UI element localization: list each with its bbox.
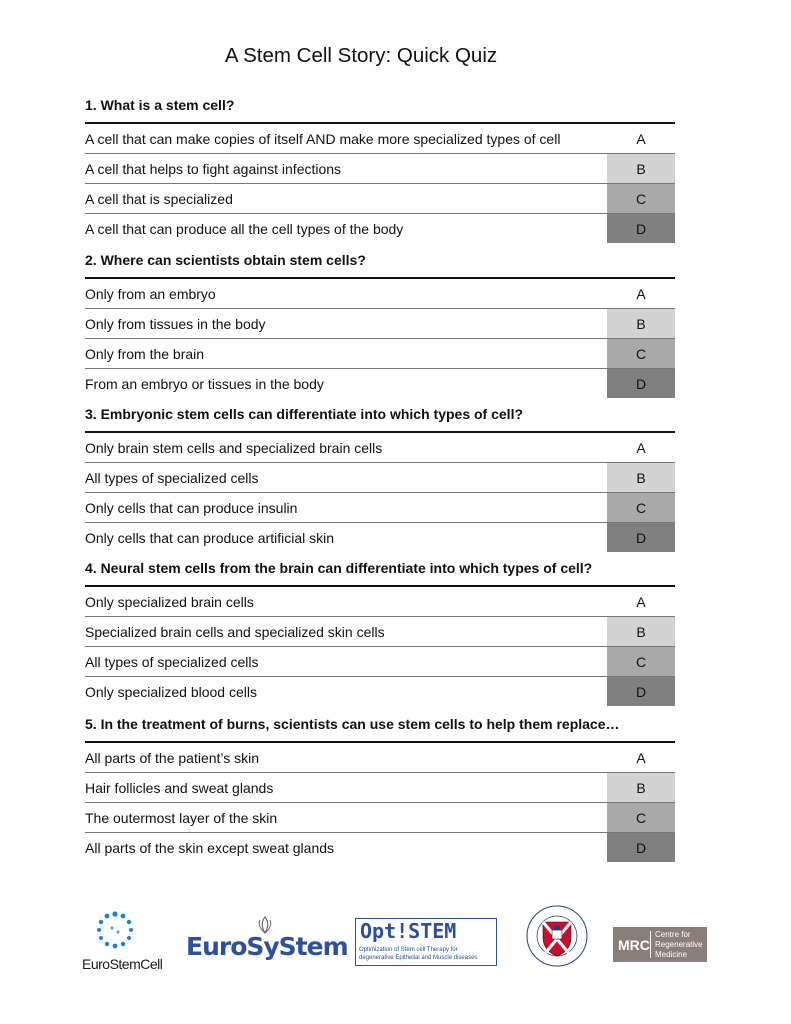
option-letter[interactable]: B — [607, 309, 675, 338]
option-text: Only from an embryo — [85, 285, 216, 302]
option-letter[interactable]: B — [607, 617, 675, 646]
optistem-tagline-2: degenerative Epithelial and Muscle diseases — [359, 955, 478, 961]
optistem-logo — [355, 918, 497, 966]
option-letter[interactable]: A — [607, 433, 675, 462]
mrc-crm-line-1: Centre for — [655, 930, 691, 939]
option-letter[interactable]: A — [607, 743, 675, 772]
answer-option-d[interactable] — [85, 214, 675, 243]
answer-option-b[interactable] — [85, 617, 675, 647]
edinburgh-crest-logo — [525, 902, 589, 972]
answer-option-a[interactable] — [85, 124, 675, 154]
question-heading: 1. What is a stem cell? — [85, 98, 675, 124]
answer-option-b[interactable] — [85, 773, 675, 803]
option-text: A cell that is specialized — [85, 190, 233, 207]
option-letter[interactable]: B — [607, 773, 675, 802]
mrc-crm-line-2: Regenerative — [655, 940, 703, 949]
option-text: Only brain stem cells and specialized brain cells — [85, 439, 383, 456]
option-text: Only cells that can produce insulin — [85, 499, 298, 516]
option-text: Only cells that can produce artificial skin — [85, 529, 334, 546]
question-4 — [85, 561, 675, 706]
answer-option-c[interactable] — [85, 184, 675, 214]
mrc-crm-line-3: Medicine — [655, 950, 688, 959]
option-text: A cell that can make copies of itself AND make more specialized types of cell — [85, 130, 561, 147]
answer-option-d[interactable] — [85, 833, 675, 862]
answer-option-b[interactable] — [85, 154, 675, 184]
eurostemcell-logo — [82, 910, 172, 980]
option-letter[interactable]: C — [607, 803, 675, 832]
answer-option-c[interactable] — [85, 647, 675, 677]
option-text: A cell that helps to fight against infections — [85, 160, 342, 177]
question-heading: 5. In the treatment of burns, scientists can use stem cells to help them replace… — [85, 717, 675, 743]
option-letter[interactable]: D — [607, 369, 675, 398]
mrc-divider — [650, 931, 651, 958]
optistem-wordmark: Opt!STEM — [360, 919, 457, 943]
answer-option-d[interactable] — [85, 369, 675, 398]
edinburgh-arc-text — [525, 802, 526, 803]
option-letter[interactable]: A — [607, 124, 675, 153]
eurostemcell-wordmark: EuroStemCell — [82, 956, 163, 972]
edinburgh-crest-icon — [525, 902, 589, 972]
option-letter[interactable]: B — [607, 154, 675, 183]
option-text: All types of specialized cells — [85, 653, 259, 670]
answer-option-b[interactable] — [85, 463, 675, 493]
option-text: The outermost layer of the skin — [85, 809, 278, 826]
option-text: All types of specialized cells — [85, 469, 259, 486]
question-5 — [85, 717, 675, 862]
question-3 — [85, 407, 675, 552]
page-title: A Stem Cell Story: Quick Quiz — [224, 44, 498, 67]
eurostemcell-dots-icon — [90, 910, 140, 950]
option-letter[interactable]: C — [607, 339, 675, 368]
option-text: A cell that can produce all the cell types of the body — [85, 220, 404, 237]
option-text: Specialized brain cells and specialized skin cells — [85, 623, 385, 640]
option-text: Hair follicles and sweat glands — [85, 779, 274, 796]
option-letter[interactable]: D — [607, 677, 675, 706]
answer-option-c[interactable] — [85, 339, 675, 369]
answer-option-d[interactable] — [85, 523, 675, 552]
question-2 — [85, 253, 675, 398]
answer-option-a[interactable] — [85, 743, 675, 773]
option-text: From an embryo or tissues in the body — [85, 375, 324, 392]
option-letter[interactable]: A — [607, 587, 675, 616]
option-text: Only specialized brain cells — [85, 593, 254, 610]
option-text: Only from the brain — [85, 345, 205, 362]
answer-option-c[interactable] — [85, 493, 675, 523]
question-heading: 3. Embryonic stem cells can differentiate into which types of cell? — [85, 407, 675, 433]
option-letter[interactable]: D — [607, 214, 675, 243]
question-heading: 2. Where can scientists obtain stem cells? — [85, 253, 675, 279]
answer-option-c[interactable] — [85, 803, 675, 833]
mrc-crm-logo — [613, 927, 707, 962]
answer-option-a[interactable] — [85, 587, 675, 617]
option-text: Only specialized blood cells — [85, 683, 257, 700]
answer-option-a[interactable] — [85, 433, 675, 463]
question-heading: 4. Neural stem cells from the brain can differentiate into which types of cell? — [85, 561, 675, 587]
option-letter[interactable]: C — [607, 647, 675, 676]
option-letter[interactable]: D — [607, 523, 675, 552]
option-letter[interactable]: B — [607, 463, 675, 492]
option-letter[interactable]: C — [607, 493, 675, 522]
option-text: All parts of the patient’s skin — [85, 749, 260, 766]
optistem-tagline-1: Optimization of Stem cell Therapy for — [359, 947, 458, 953]
option-letter[interactable]: A — [607, 279, 675, 308]
mrc-wordmark: MRC — [618, 937, 650, 953]
option-text: All parts of the skin except sweat glands — [85, 839, 335, 856]
partner-logos — [0, 900, 791, 980]
option-letter[interactable]: D — [607, 833, 675, 862]
question-1 — [85, 98, 675, 243]
answer-option-d[interactable] — [85, 677, 675, 706]
eurosystem-logo — [186, 916, 348, 976]
answer-option-b[interactable] — [85, 309, 675, 339]
eurosystem-wordmark: EuroSyStem — [186, 932, 348, 961]
answer-option-a[interactable] — [85, 279, 675, 309]
option-letter[interactable]: C — [607, 184, 675, 213]
option-text: Only from tissues in the body — [85, 315, 266, 332]
